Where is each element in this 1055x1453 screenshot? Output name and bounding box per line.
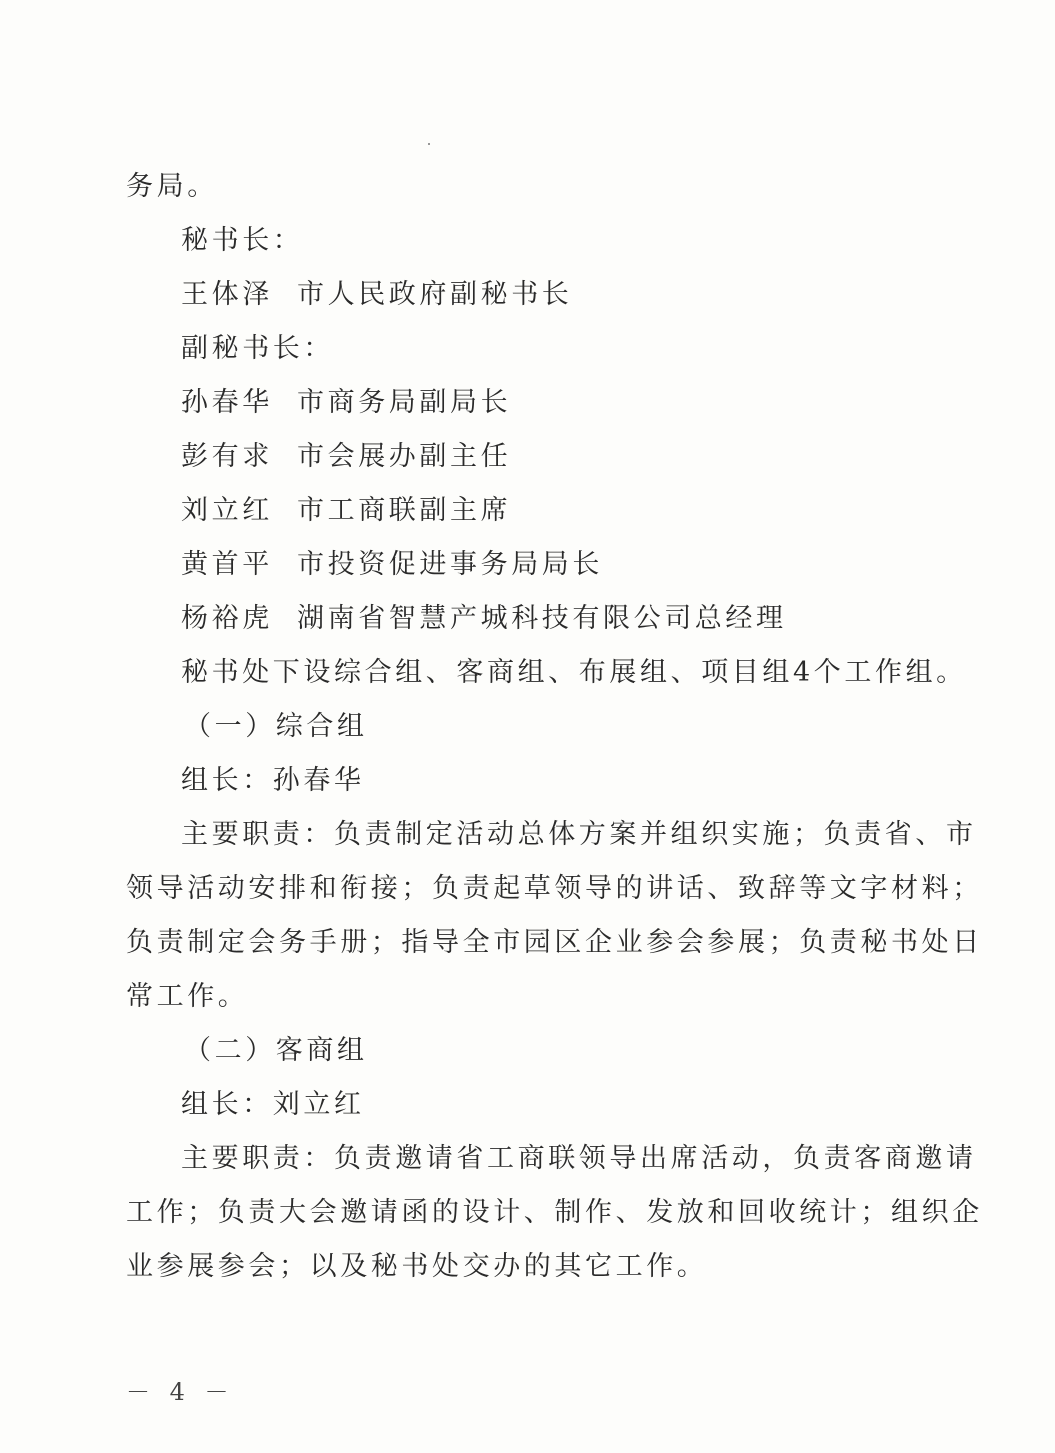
responsibilities-line: 负责制定会务手册；指导全市园区企业参会参展；负责秘书处日: [126, 927, 983, 958]
member-name: 黄首平: [181, 549, 273, 580]
heading-secretary-general: 秘书长：: [181, 225, 304, 256]
scan-dot: [428, 143, 430, 145]
member-title: 湖南省智慧产城科技有限公司总经理: [297, 603, 787, 634]
group-leader-line: 组长：孙春华: [181, 765, 365, 796]
text-line: 务局。: [126, 171, 218, 202]
member-title: 市投资促进事务局局长: [297, 549, 603, 580]
member-name: 杨裕虎: [181, 603, 273, 634]
responsibilities-line: 常工作。: [126, 981, 249, 1012]
member-row: [181, 276, 1001, 314]
group-leader-line: 组长：刘立红: [181, 1089, 365, 1120]
member-row: [181, 600, 1001, 638]
responsibilities-line: 主要职责：负责制定活动总体方案并组织实施；负责省、市: [181, 819, 977, 850]
responsibilities-line: 领导活动安排和衔接；负责起草领导的讲话、致辞等文字材料；: [126, 873, 983, 904]
member-row: [181, 384, 1001, 422]
member-title: 市商务局副局长: [297, 387, 512, 418]
section-heading-general-group: （一）综合组: [184, 711, 368, 742]
member-row: [181, 492, 1001, 530]
member-row: [181, 546, 1001, 584]
member-row: [181, 438, 1001, 476]
member-name: 孙春华: [181, 387, 273, 418]
member-title: 市人民政府副秘书长: [297, 279, 573, 310]
responsibilities-line: 工作；负责大会邀请函的设计、制作、发放和回收统计；组织企: [126, 1197, 983, 1228]
member-name: 王体泽: [181, 279, 273, 310]
page-number: － 4 －: [126, 1378, 235, 1406]
member-title: 市工商联副主席: [297, 495, 512, 526]
member-name: 刘立红: [181, 495, 273, 526]
paragraph-working-groups: 秘书处下设综合组、客商组、布展组、项目组4个工作组。: [181, 657, 967, 688]
responsibilities-line: 主要职责：负责邀请省工商联领导出席活动，负责客商邀请: [181, 1143, 977, 1174]
member-name: 彭有求: [181, 441, 273, 472]
section-heading-merchant-group: （二）客商组: [184, 1035, 368, 1066]
member-title: 市会展办副主任: [297, 441, 512, 472]
heading-deputy-secretary-general: 副秘书长：: [181, 333, 334, 364]
responsibilities-line: 业参展参会；以及秘书处交办的其它工作。: [126, 1251, 708, 1282]
